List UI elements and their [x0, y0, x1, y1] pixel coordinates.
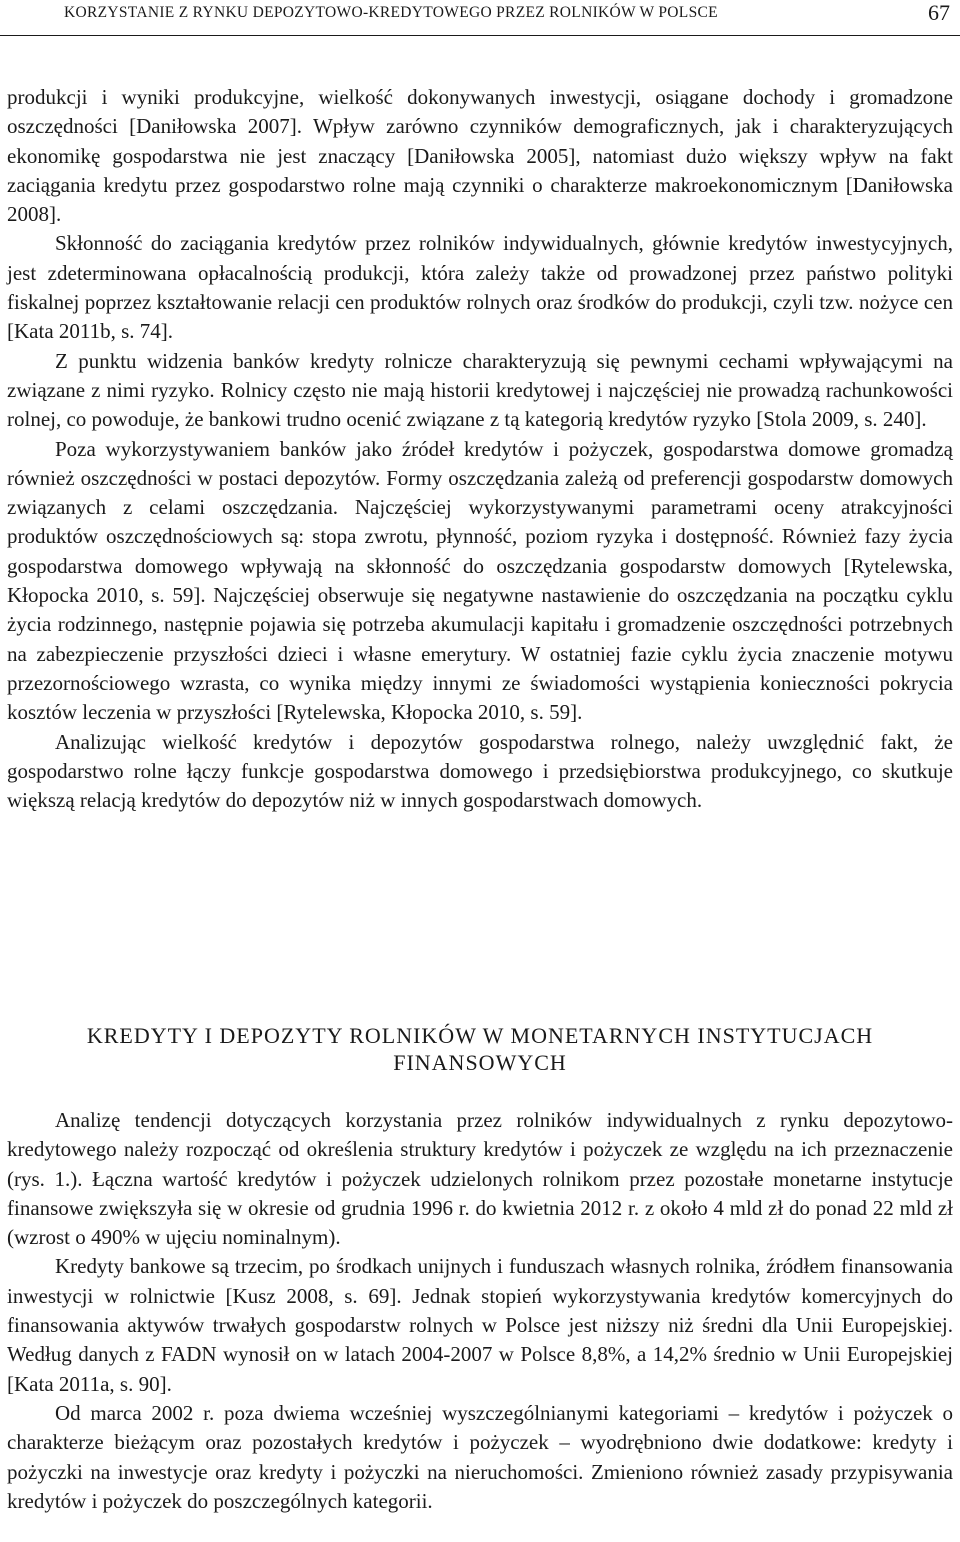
section-heading	[0, 1022, 960, 1076]
paragraph: Analizując wielkość kredytów i depozytów gospodarstwa rolnego, należy uwzględnić fakt, że gospodarstwo rolne łączy funkcje gospodarstwa domowego i przedsiębiorstwa produkcyjnego, co skutkuje większą relacją kredytów do depozytów niż w innych gospodarstwach domowych.	[7, 729, 953, 813]
paragraph: Poza wykorzystywaniem banków jako źródeł kredytów i pożyczek, gospodarstwa domowe gromadzą również oszczędności w postaci depozytów. Formy oszczędzania zależą od preferencji gospodarstw domowych związanych z celami oszczędzania. Najczęściej wykorzystywanymi parametrami oceny atrakcyjności produktów oszczędnościowych są: stopa zwrotu, płynność, poziom ryzyka i dostępność. Również fazy życia gospodarstwa domowego wpływają na skłonność do oszczędzania gospodarstw domowych [Rytelewska, Kłopocka 2010, s. 59]. Najczęściej obserwuje się negatywne nastawienie do oszczędzania na początku cyklu życia rodzinnego, następnie pojawia się potrzeba akumulacji kapitału i gromadzenie oszczędności potrzebnych na zabezpieczenie przyszłości dzieci i własne emerytury. W ostatniej fazie cyklu życia znaczenie motywu przezornościowego wzrasta, co wynika między innymi ze świadomości wystąpienia konieczności pokrycia kosztów leczenia w przyszłości [Rytelewska, Kłopocka 2010, s. 59].	[7, 436, 953, 725]
section-heading-line-2: FINANSOWYCH	[393, 1050, 567, 1075]
header-rule	[0, 35, 960, 36]
running-title: KORZYSTANIE Z RYNKU DEPOZYTOWO-KREDYTOWEGO PRZEZ ROLNIKÓW W POLSCE	[64, 4, 718, 21]
paragraph-continuation: produkcji i wyniki produkcyjne, wielkość dokonywanych inwestycji, osiągane dochody i gromadzone oszczędności [Daniłowska 2007]. Wpływ zarówno czynników demograficznych, jak i charakteryzujących ekonomikę gospodarstwa nie jest znaczący [Daniłowska 2005], natomiast dużo większy wpływ na fakt zaciągania kredytu przez gospodarstwo rolne mają czynniki o charakterze makroekonomicznym [Daniłowska 2008].	[7, 85, 953, 227]
page-number: 67	[928, 0, 950, 25]
paragraph: Z punktu widzenia banków kredyty rolnicze charakteryzują się pewnymi cechami wpływającymi na związane z nimi ryzyko. Rolnicy często nie mają historii kredytowej i najczęściej nie prowadzą rachunkowości rolnej, co powoduje, że bankowi trudno ocenić związane z tą kategorią kredytów ryzyko [Stola 2009, s. 240].	[7, 348, 953, 432]
paragraph: Od marca 2002 r. poza dwiema wcześniej wyszczególnianymi kategoriami – kredytów i pożyczek o charakterze bieżącym oraz pozostałych kredytów i pożyczek – wyodrębniono dwie dodatkowe: kredyty i pożyczki na inwestycje oraz kredyty i pożyczki na nieruchomości. Zmieniono również zasady przypisywania kredytów i pożyczek do poszczególnych kategorii.	[7, 1400, 953, 1513]
paragraph: Kredyty bankowe są trzecim, po środkach unijnych i funduszach własnych rolnika, źródłem finansowania inwestycji w rolnictwie [Kusz 2008, s. 69]. Jednak stopień wykorzystywania kredytów komercyjnych do finansowania aktywów trwałych gospodarstw rolnych w Polsce jest niższy niż średni dla Unii Europejskiej. Według danych z FADN wynosił on w latach 2004-2007 w Polsce 8,8%, a 14,2% średnio w Unii Europejskiej [Kata 2011a, s. 90].	[7, 1254, 953, 1396]
section-heading-line-1: KREDYTY I DEPOZYTY ROLNIKÓW W MONETARNYCH INSTYTUCJACH	[86, 1023, 874, 1048]
paragraph: Analizę tendencji dotyczących korzystania przez rolników indywidualnych z rynku depozytowo-kredytowego należy rozpocząć od określenia struktury kredytów i pożyczek ze względu na ich przeznaczenie (rys. 1.). Łączna wartość kredytów i pożyczek udzielonych rolnikom przez pozostałe monetarne instytucje finansowe zwiększyła się w okresie od grudnia 1996 r. do kwietnia 2012 r. z około 4 mld zł do ponad 22 mld zł (wzrost o 490% w ujęciu nominalnym).	[7, 1108, 953, 1250]
paragraph: Skłonność do zaciągania kredytów przez rolników indywidualnych, głównie kredytów inwestycyjnych, jest zdeterminowana opłacalnością produkcji, która zależy także od prowadzonej przez państwo polityki fiskalnej poprzez kształtowanie relacji cen produktów rolnych oraz środków do produkcji, czyli tzw. nożyce cen [Kata 2011b, s. 74].	[7, 231, 953, 344]
running-header	[0, 0, 960, 40]
section-body	[7, 1106, 953, 1516]
body-text	[7, 83, 953, 815]
